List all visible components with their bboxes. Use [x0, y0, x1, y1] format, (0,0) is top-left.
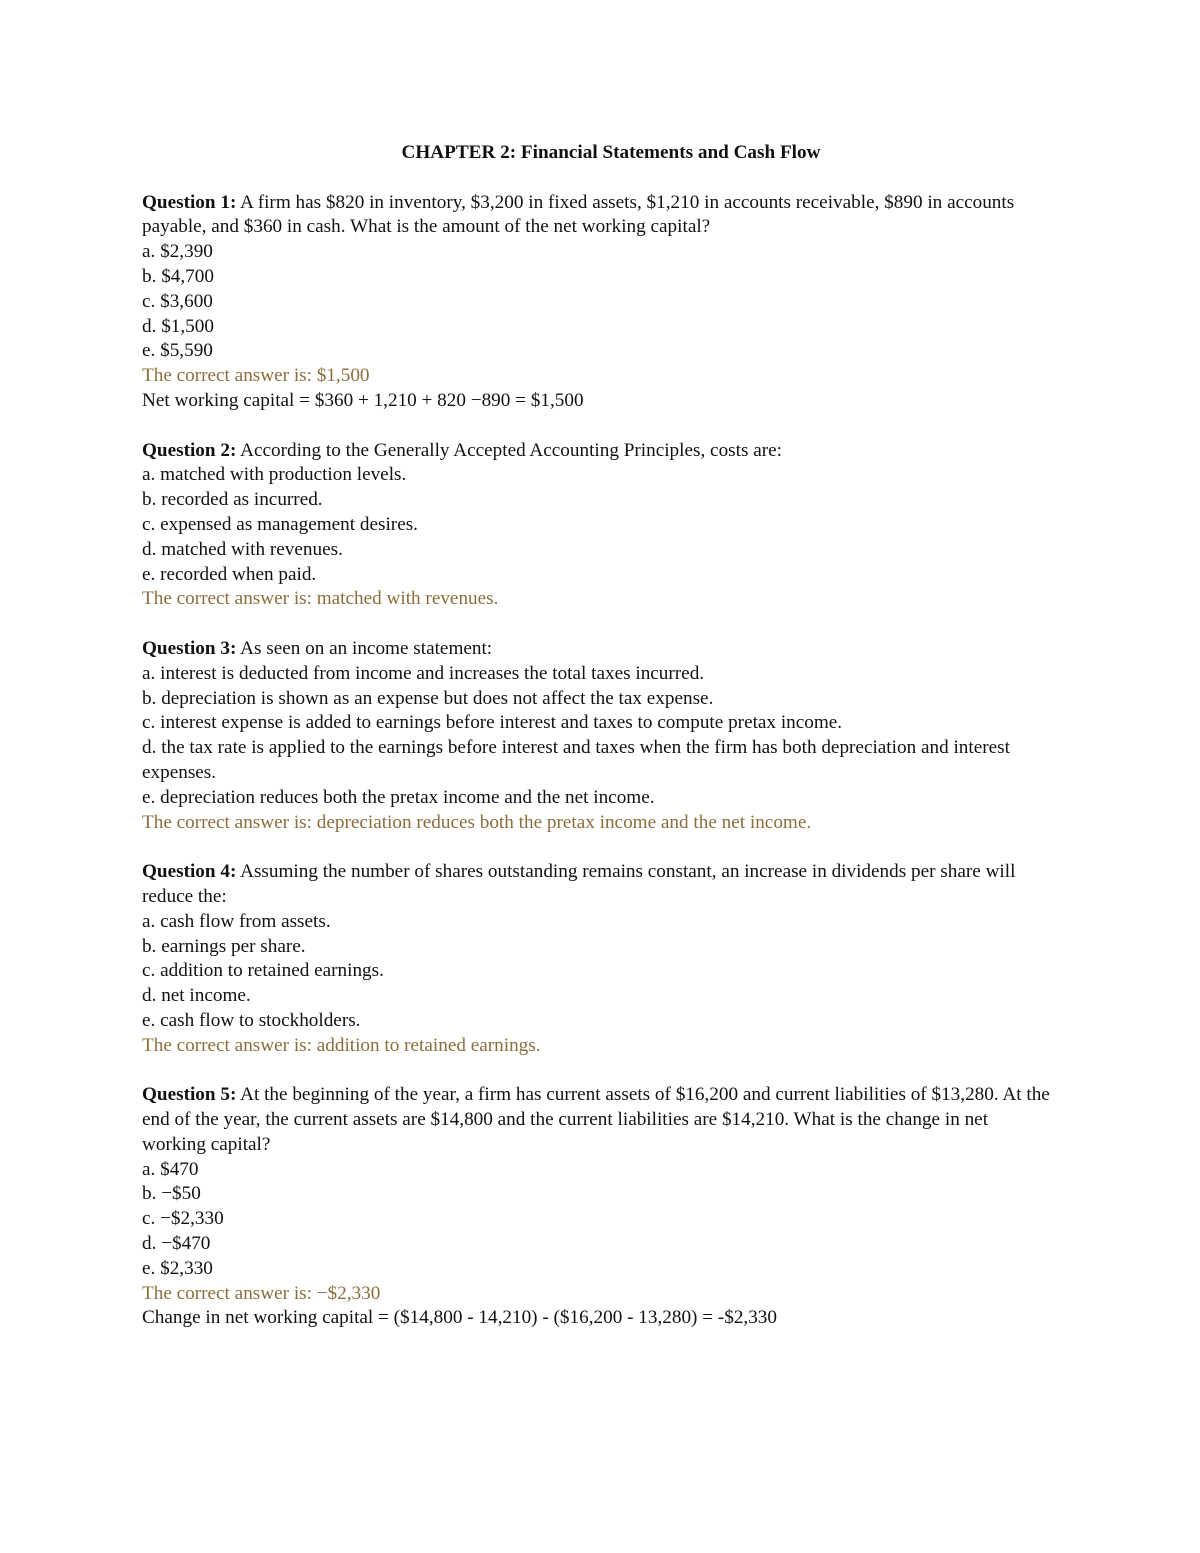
correct-answer: The correct answer is: addition to retained earnings.	[142, 1034, 541, 1056]
document-page	[142, 141, 1052, 1356]
question-3	[142, 637, 1052, 835]
question-body: Assuming the number of shares outstanding remains constant, an increase in dividends per share will reduce the:	[142, 861, 1016, 907]
option-c: c. interest expense is added to earnings before interest and taxes to compute pretax income.	[142, 712, 843, 734]
question-body: At the beginning of the year, a firm has current assets of $16,200 and current liabilities of $13,280. At the end of the year, the current assets are $14,800 and the current liabilities are $14,210. What is the change in net working capital?	[142, 1084, 1050, 1155]
question-body: According to the Generally Accepted Accounting Principles, costs are:	[240, 439, 782, 461]
question-5	[142, 1083, 1052, 1331]
option-a: a. $470	[142, 1158, 199, 1180]
question-text	[142, 191, 1052, 241]
question-label: Question 3:	[142, 637, 237, 659]
explanation: Net working capital = $360 + 1,210 + 820 −890 = $1,500	[142, 389, 584, 411]
option-a: a. cash flow from assets.	[142, 910, 331, 932]
option-b: b. −$50	[142, 1183, 201, 1205]
question-text	[142, 1083, 1052, 1157]
option-b: b. depreciation is shown as an expense but does not affect the tax expense.	[142, 687, 714, 709]
question-label: Question 4:	[142, 861, 237, 883]
correct-answer: The correct answer is: −$2,330	[142, 1282, 381, 1304]
option-d: d. −$470	[142, 1233, 211, 1255]
option-a: a. matched with production levels.	[142, 464, 407, 486]
question-label: Question 2:	[142, 439, 237, 461]
option-e: e. depreciation reduces both the pretax income and the net income.	[142, 786, 655, 808]
question-label: Question 1:	[142, 191, 237, 213]
question-body: As seen on an income statement:	[240, 637, 493, 659]
option-c: c. addition to retained earnings.	[142, 960, 384, 982]
option-b: b. earnings per share.	[142, 935, 306, 957]
question-body: A firm has $820 in inventory, $3,200 in fixed assets, $1,210 in accounts receivable, $890 in accounts payable, and $360 in cash. What is the amount of the net working capital?	[142, 191, 1015, 238]
option-d: d. $1,500	[142, 315, 214, 337]
question-2	[142, 439, 1052, 613]
explanation: Change in net working capital = ($14,800 - 14,210) - ($16,200 - 13,280) = -$2,330	[142, 1307, 777, 1329]
question-text	[142, 637, 1052, 662]
question-1	[142, 191, 1052, 414]
correct-answer: The correct answer is: depreciation reduces both the pretax income and the net income.	[142, 811, 812, 833]
option-c: c. $3,600	[142, 290, 213, 312]
option-d: d. net income.	[142, 985, 251, 1007]
option-c: c. −$2,330	[142, 1208, 224, 1230]
option-e: e. recorded when paid.	[142, 563, 317, 585]
option-e: e. $2,330	[142, 1257, 213, 1279]
option-e: e. cash flow to stockholders.	[142, 1009, 361, 1031]
option-b: b. recorded as incurred.	[142, 489, 323, 511]
question-text	[142, 439, 1052, 464]
correct-answer: The correct answer is: matched with revenues.	[142, 588, 499, 610]
option-c: c. expensed as management desires.	[142, 513, 418, 535]
option-d: d. matched with revenues.	[142, 538, 343, 560]
question-label: Question 5:	[142, 1084, 237, 1106]
option-a: a. $2,390	[142, 241, 213, 263]
question-4	[142, 860, 1052, 1058]
option-d: d. the tax rate is applied to the earnings before interest and taxes when the firm has both depreciation and interest expenses.	[142, 737, 1010, 783]
page-title: CHAPTER 2: Financial Statements and Cash Flow	[401, 142, 821, 163]
question-text	[142, 860, 1052, 910]
correct-answer: The correct answer is: $1,500	[142, 365, 370, 387]
option-b: b. $4,700	[142, 265, 214, 287]
option-e: e. $5,590	[142, 340, 213, 362]
option-a: a. interest is deducted from income and increases the total taxes incurred.	[142, 662, 705, 684]
